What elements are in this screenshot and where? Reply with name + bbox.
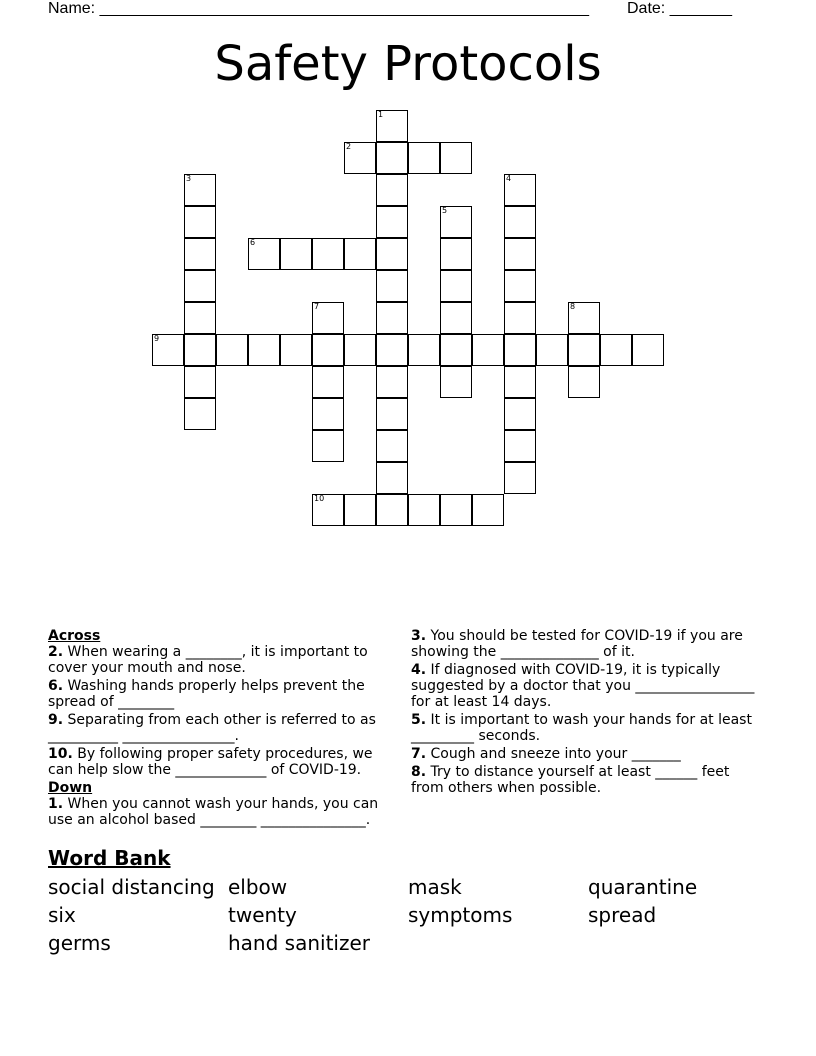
clue-number: 9.: [48, 712, 64, 728]
crossword-cell[interactable]: [184, 174, 216, 206]
clue-number: 8.: [411, 764, 427, 780]
name-field-label[interactable]: Name: _______________________________________________________: [48, 0, 589, 17]
crossword-cell[interactable]: [440, 270, 472, 302]
crossword-cell[interactable]: [440, 206, 472, 238]
clue-number-label: 2: [346, 142, 352, 151]
crossword-cell[interactable]: [376, 238, 408, 270]
clue-number-label: 10: [314, 494, 325, 503]
clue-number-label: 8: [570, 302, 576, 311]
clues-left-column: [48, 628, 393, 830]
crossword-cell[interactable]: [184, 270, 216, 302]
crossword-cell[interactable]: [280, 238, 312, 270]
crossword-cell[interactable]: [376, 462, 408, 494]
crossword-cell[interactable]: [568, 302, 600, 334]
crossword-cell[interactable]: [376, 270, 408, 302]
clue-text: By following proper safety procedures, we can help slow the _____________ of COVID-19.: [48, 746, 373, 778]
clue-number: 5.: [411, 712, 427, 728]
crossword-cell[interactable]: [440, 142, 472, 174]
crossword-cell[interactable]: [568, 334, 600, 366]
clue-down-4: [411, 662, 756, 710]
clue-number-label: 7: [314, 302, 320, 311]
clue-number: 7.: [411, 746, 427, 762]
clue-number-label: 5: [442, 206, 448, 215]
crossword-cell[interactable]: [376, 366, 408, 398]
crossword-cell[interactable]: [280, 334, 312, 366]
clue-number: 10.: [48, 746, 73, 762]
date-field-label[interactable]: Date: _______: [627, 0, 732, 17]
crossword-cell[interactable]: [504, 238, 536, 270]
clue-number-label: 1: [378, 110, 384, 119]
crossword-cell[interactable]: [536, 334, 568, 366]
crossword-cell[interactable]: [248, 334, 280, 366]
word-bank-item: elbow: [228, 875, 288, 899]
crossword-cell[interactable]: [312, 366, 344, 398]
clue-text: When you cannot wash your hands, you can use an alcohol based ________ _______________.: [48, 796, 379, 828]
crossword-cell[interactable]: [376, 334, 408, 366]
clue-number: 6.: [48, 678, 64, 694]
word-bank-title: Word Bank: [48, 846, 171, 870]
crossword-cell[interactable]: [440, 494, 472, 526]
clue-number: 3.: [411, 628, 427, 644]
clue-across-10: [48, 746, 393, 778]
clue-across-6: [48, 678, 393, 710]
clue-across-9: [48, 712, 393, 744]
crossword-cell[interactable]: [344, 142, 376, 174]
crossword-cell[interactable]: [376, 142, 408, 174]
crossword-cell[interactable]: [408, 494, 440, 526]
crossword-cell[interactable]: [184, 366, 216, 398]
clue-down-7: [411, 746, 756, 762]
crossword-cell[interactable]: [152, 334, 184, 366]
clue-down-8: [411, 764, 756, 796]
crossword-cell[interactable]: [504, 462, 536, 494]
crossword-cell[interactable]: [504, 174, 536, 206]
crossword-cell[interactable]: [376, 302, 408, 334]
clue-text: Washing hands properly helps prevent the spread of ________: [48, 678, 365, 710]
crossword-cell[interactable]: [312, 238, 344, 270]
crossword-cell[interactable]: [312, 430, 344, 462]
crossword-cell[interactable]: [376, 206, 408, 238]
clue-across-2: [48, 644, 393, 676]
crossword-cell[interactable]: [504, 270, 536, 302]
crossword-cell[interactable]: [376, 110, 408, 142]
crossword-cell[interactable]: [504, 334, 536, 366]
crossword-cell[interactable]: [472, 494, 504, 526]
crossword-cell[interactable]: [344, 494, 376, 526]
word-bank-item: symptoms: [408, 903, 513, 927]
clue-down-3: [411, 628, 756, 660]
crossword-cell[interactable]: [600, 334, 632, 366]
crossword-cell[interactable]: [408, 142, 440, 174]
clue-number: 1.: [48, 796, 64, 812]
crossword-cell[interactable]: [440, 366, 472, 398]
clue-number-label: 9: [154, 334, 160, 343]
clue-down-5: [411, 712, 756, 744]
crossword-cell[interactable]: [504, 206, 536, 238]
clue-number-label: 4: [506, 174, 512, 183]
crossword-cell[interactable]: [184, 302, 216, 334]
crossword-cell[interactable]: [312, 334, 344, 366]
clue-number: 2.: [48, 644, 64, 660]
clue-text: Try to distance yourself at least ______ feet from others when possible.: [411, 764, 730, 796]
crossword-cell[interactable]: [184, 206, 216, 238]
clue-text: You should be tested for COVID-19 if you are showing the ______________ of it.: [411, 628, 743, 660]
word-bank-item: twenty: [228, 903, 297, 927]
clue-text: If diagnosed with COVID-19, it is typically suggested by a doctor that you _________________ for at least 14 days.: [411, 662, 755, 710]
crossword-cell[interactable]: [472, 334, 504, 366]
crossword-cell[interactable]: [376, 494, 408, 526]
crossword-cell[interactable]: [376, 174, 408, 206]
crossword-cell[interactable]: [440, 238, 472, 270]
crossword-cell[interactable]: [408, 334, 440, 366]
crossword-cell[interactable]: [248, 238, 280, 270]
crossword-cell[interactable]: [312, 494, 344, 526]
crossword-cell[interactable]: [184, 398, 216, 430]
clue-text: It is important to wash your hands for at least _________ seconds.: [411, 712, 752, 744]
word-bank-item: spread: [588, 903, 657, 927]
crossword-cell[interactable]: [344, 334, 376, 366]
word-bank-item: germs: [48, 931, 111, 955]
crossword-cell[interactable]: [632, 334, 664, 366]
crossword-cell[interactable]: [184, 334, 216, 366]
crossword-cell[interactable]: [376, 398, 408, 430]
crossword-cell[interactable]: [568, 366, 600, 398]
word-bank-item: six: [48, 903, 76, 927]
crossword-cell[interactable]: [504, 398, 536, 430]
clue-number-label: 6: [250, 238, 256, 247]
crossword-cell[interactable]: [376, 430, 408, 462]
clue-text: Cough and sneeze into your _______: [426, 746, 681, 762]
across-heading: Across: [48, 628, 101, 644]
crossword-cell[interactable]: [504, 430, 536, 462]
clue-number: 4.: [411, 662, 427, 678]
clue-number-label: 3: [186, 174, 192, 183]
clue-text: When wearing a ________, it is important to cover your mouth and nose.: [48, 644, 368, 676]
crossword-cell[interactable]: [440, 302, 472, 334]
crossword-cell[interactable]: [504, 302, 536, 334]
word-bank-item: hand sanitizer: [228, 931, 370, 955]
word-bank: [48, 873, 768, 957]
crossword-cell[interactable]: [216, 334, 248, 366]
clue-text: Separating from each other is referred to as __________ ________________.: [48, 712, 376, 744]
crossword-cell[interactable]: [504, 366, 536, 398]
crossword-cell[interactable]: [440, 334, 472, 366]
crossword-cell[interactable]: [184, 238, 216, 270]
crossword-cell[interactable]: [312, 302, 344, 334]
page-title: Safety Protocols: [214, 36, 602, 92]
crossword-cell[interactable]: [312, 398, 344, 430]
down-heading: Down: [48, 780, 93, 796]
word-bank-item: social distancing: [48, 875, 215, 899]
crossword-cell[interactable]: [344, 238, 376, 270]
word-bank-item: mask: [408, 875, 462, 899]
clues-right-column: [411, 628, 756, 798]
word-bank-item: quarantine: [588, 875, 698, 899]
clue-down-1: [48, 796, 393, 828]
